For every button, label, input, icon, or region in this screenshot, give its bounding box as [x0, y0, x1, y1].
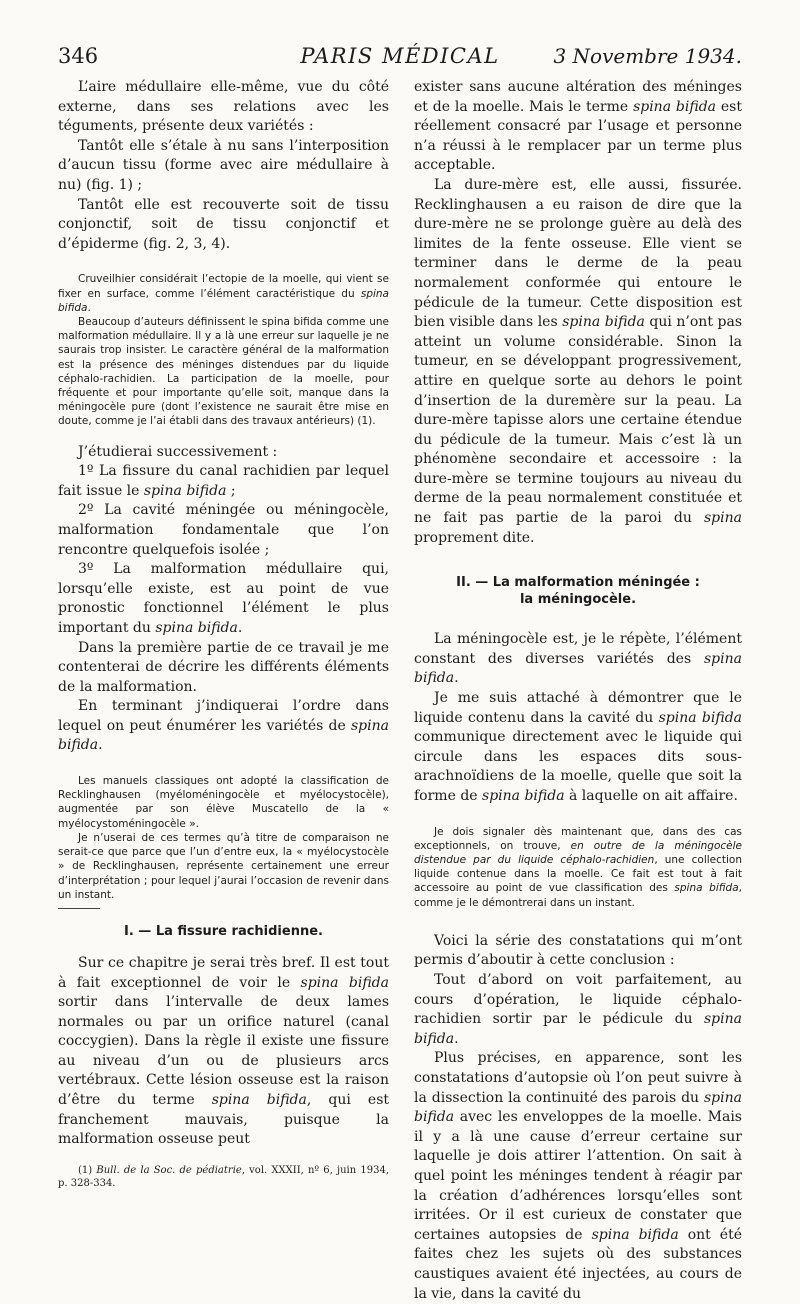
paragraph: exister sans aucune altération des méninges et de la moelle. Mais le terme spina bifida est réellement consacré par l’usage et personne n’a réussi à le remplacer par un terme plus acceptable. — [414, 79, 742, 174]
small-paragraph: Cruveilhier considérait l’ectopie de la moelle, qui vient se fixer en surface, comme l’élément caractéristique du spina bifida. — [58, 273, 389, 314]
section-heading: II. — La malformation méningée : la méningocèle. — [456, 575, 700, 608]
paragraph: Dans la première partie de ce travail je me contenterai de décrire les différents éléments de la malformation. — [58, 639, 389, 695]
small-paragraph: Beaucoup d’auteurs définissent le spina bifida comme une malformation médullaire. Il y a là une erreur sur laquelle je ne saurais trop insister. Le caractère général de la malformation est la présence des méninges distendues par du liquide céphalo-rachidien. La participation de la moelle, pour fréquente et pour importante qu’elle soit, manque dans la méningocèle pure (dont l’existence ne saurait être mise en doute, comme je l’ai établi dans des travaux antérieurs) (1). — [58, 315, 389, 428]
list-item: 3º La malformation médullaire qui, lorsqu’elle existe, est au point de vue pronostic fonctionnel l’élément le plus important du spina bifida. — [58, 561, 389, 636]
list-item: 2º La cavité méningée ou méningocèle, malformation fondamentale que l’on rencontre quelquefois isolée ; — [58, 502, 389, 558]
paragraph: Je me suis attaché à démontrer que le liquide contenu dans la cavité du spina bifida communique directement avec le liquide qui circule dans les espaces dits sous-arachnoïdiens de la moelle, quelle que soit la forme de spina bifida à laquelle on ait affaire. — [414, 690, 743, 804]
paragraph: L’aire médullaire elle-même, vue du côté externe, dans ses relations avec les téguments, présente deux variétés : — [58, 79, 389, 135]
small-paragraph: Je dois signaler dès maintenant que, dans des cas exceptionnels, on trouve, en outre de la méningocèle distendue par du liquide céphalo-rachidien, une collection liquide contenue dans la moelle. Ce fait est tout à fait accessoire au point de vue classification des spina bifida, comme je le démontrerai dans un instant. — [414, 825, 742, 909]
small-paragraph: Je n’userai de ces termes qu’à titre de comparaison ne serait-ce que parce que l’un d’entre eux, la « myélocystocèle » de Recklinghausen, représente certainement une erreur d’interprétation ; pour lequel j’aurai l’occasion de revenir dans un instant. — [58, 831, 389, 901]
paragraph: Tantôt elle est recouverte soit de tissu conjonctif, soit de tissu conjonctif et d’épiderme (fig. 2, 3, 4). — [58, 196, 389, 252]
paragraph: La dure-mère est, elle aussi, fissurée. Recklinghausen a eu raison de dire que la dure-mère ne se prolonge guère au delà des limites de la fente osseuse. Elle vient se terminer dans le derme de la peau normalement conformée qui entoure le pédicule de la tumeur. Cette disposition est bien visible dans les spina bifida qui n’ont pas atteint un volume considérable. Sinon la tumeur, en se développant progressivement, attire en quelque sorte au dehors le point d’insertion de la duremère sur la peau. La dure-mère tapisse alors une certaine étendue du pédicule de la tumeur. Mais c’est là un phénomène secondaire et accessoire : la dure-mère se termine toujours au niveau du derme de la peau normalement constituée et ne fait pas partie de la paroi du spina proprement dite. — [414, 176, 742, 546]
list-item: 1º La fissure du canal rachidien par lequel fait issue le spina bifida ; — [58, 463, 389, 499]
journal-title: PARIS MÉDICAL — [300, 44, 500, 68]
paragraph: Plus précises, en apparence, sont les constatations d’autopsie où l’on peut suivre à la dissection la continuité des parois du spina bifida avec les enveloppes de la moelle. Mais il y a là une cause d’erreur certaine sur laquelle je dois attirer l’attention. On sait à quel point les méninges tendent à réagir par la création d’adhérences lorsqu’elles sont irritées. Or il est curieux de constater que certaines autopsies de spina bifida ont été faites chez les sujets où des substances caustiques avaient été injectées, au cours de la vie, dans la cavité du — [414, 1050, 742, 1302]
paragraph: En terminant j’indiquerai l’ordre dans lequel on peut énumérer les variétés de spina bifida. — [58, 698, 389, 754]
section-heading: I. — La fissure rachidienne. — [124, 923, 323, 939]
paragraph: Voici la série des constatations qui m’ont permis d’aboutir à cette conclusion : — [414, 932, 742, 969]
paragraph: Tout d’abord on voit parfaitement, au cours d’opération, le liquide céphalo-rachidien sortir par le pédicule du spina bifida. — [414, 972, 742, 1047]
paragraph: La méningocèle est, je le répète, l’élément constant des diverses variétés des spina bifida. — [414, 631, 742, 687]
left-column — [58, 78, 389, 1191]
small-paragraph: Les manuels classiques ont adopté la classification de Recklinghausen (myéloméningocèle et myélocystocèle), augmentée par son élève Muscatello de la « myélocystoméningocèle ». — [58, 775, 389, 830]
paragraph: Tantôt elle s’étale à nu sans l’interposition d’aucun tissu (forme avec aire médullaire à nu) (fig. 1) ; — [58, 137, 389, 193]
page-number: 346 — [58, 44, 99, 68]
right-column — [414, 78, 742, 1304]
issue-date: 3 Novembre 1934. — [553, 44, 742, 68]
paragraph: Sur ce chapitre je serai très bref. Il est tout à fait exceptionnel de voir le spina bifida sortir dans l’intervalle de deux lames normales ou par un orifice naturel (canal coccygien). Dans la règle il existe une fissure au niveau d’un ou de plusieurs arcs vertébraux. Cette lésion osseuse est la raison d’être du terme spina bifida, qui est franchement mauvais, puisque la malformation osseuse peut — [58, 954, 390, 1148]
footnote: (1) Bull. de la Soc. de pédiatrie, vol. XXXII, nº 6, juin 1934, p. 328-334. — [58, 1164, 389, 1190]
paragraph: J’étudierai successivement : — [78, 443, 278, 460]
page-header — [58, 44, 742, 74]
